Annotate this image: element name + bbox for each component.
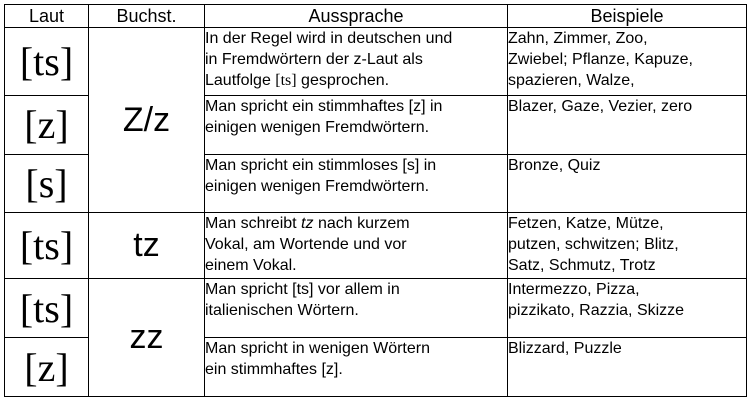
laut-cell: [z]: [5, 95, 89, 154]
header-row: [5, 5, 747, 28]
beispiele-cell: Fetzen, Katze, Mütze, putzen, schwitzen; Blitz, Satz, Schmutz, Trotz: [508, 213, 747, 279]
buchstabe-cell: tz: [89, 213, 205, 279]
laut-cell: [ts]: [5, 279, 89, 338]
beispiele-cell: Intermezzo, Pizza, pizzikato, Razzia, Skizze: [508, 279, 747, 338]
aussprache-cell: In der Regel wird in deutschen und in Fremdwörtern der z-Laut als Lautfolge [ts] gesprochen.: [205, 28, 508, 96]
aussprache-cell: Man spricht ein stimmhaftes [z] in einigen wenigen Fremdwörtern.: [205, 95, 508, 154]
laut-cell: [ts]: [5, 28, 89, 96]
pronunciation-table: [4, 4, 747, 397]
beispiele-cell: Zahn, Zimmer, Zoo, Zwiebel; Pflanze, Kapuze, spazieren, Walze,: [508, 28, 747, 96]
aussprache-cell: Man schreibt tz nach kurzem Vokal, am Wortende und vor einem Vokal.: [205, 213, 508, 279]
laut-cell: [ts]: [5, 213, 89, 279]
header-buchstabe: Buchst.: [89, 5, 205, 28]
beispiele-cell: Blizzard, Puzzle: [508, 338, 747, 397]
table-row: [5, 213, 747, 279]
buchstabe-cell: Z/z: [89, 28, 205, 213]
table-row: [5, 28, 747, 96]
aussprache-cell: Man spricht ein stimmloses [s] in einigen wenigen Fremdwörtern.: [205, 154, 508, 213]
laut-cell: [s]: [5, 154, 89, 213]
header-laut: Laut: [5, 5, 89, 28]
laut-cell: [z]: [5, 338, 89, 397]
aussprache-cell: Man spricht [ts] vor allem in italienischen Wörtern.: [205, 279, 508, 338]
header-aussprache: Aussprache: [205, 5, 508, 28]
table-row: [5, 279, 747, 338]
beispiele-cell: Blazer, Gaze, Vezier, zero: [508, 95, 747, 154]
buchstabe-cell: zz: [89, 279, 205, 397]
header-beispiele: Beispiele: [508, 5, 747, 28]
beispiele-cell: Bronze, Quiz: [508, 154, 747, 213]
aussprache-cell: Man spricht in wenigen Wörtern ein stimmhaftes [z].: [205, 338, 508, 397]
